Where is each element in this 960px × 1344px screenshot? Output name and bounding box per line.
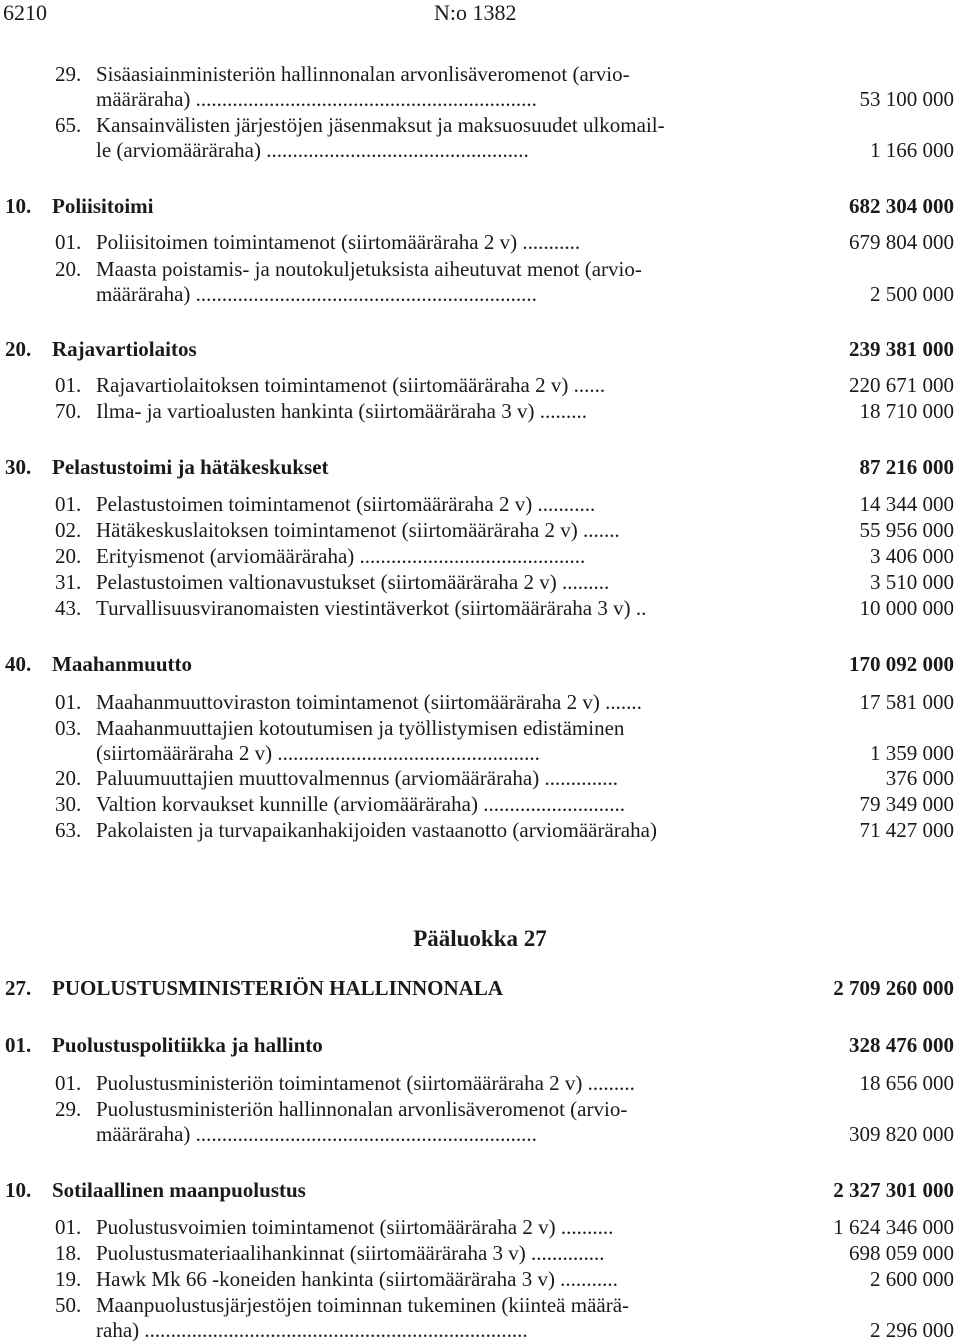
section-total: 682 304 000 (849, 194, 954, 218)
item-line-1 (0, 1097, 960, 1122)
item-amount: 3 406 000 (870, 544, 954, 568)
item-description: Pelastustoimen valtionavustukset (siirtomääräraha 2 v) ......... (96, 570, 610, 594)
item-description-line-1: Maasta poistamis- ja noutokuljetuksista aiheutuvat menot (arvio- (96, 257, 642, 281)
item-amount: 679 804 000 (849, 230, 954, 254)
item-description-line-1: Maanpuolustusjärjestöjen toiminnan tukeminen (kiinteä määrä- (96, 1293, 630, 1317)
main-class-row (0, 974, 960, 1002)
budget-item (0, 1071, 960, 1096)
item-number: 30. (55, 792, 82, 816)
item-description-line-1: Maahanmuuttajien kotoutumisen ja työllistymisen edistäminen (96, 716, 625, 740)
section-total: 170 092 000 (849, 652, 954, 676)
section-number: 20. (5, 337, 32, 361)
item-description: Maahanmuuttoviraston toimintamenot (siirtomääräraha 2 v) ....... (96, 690, 642, 714)
item-description: Hätäkeskuslaitoksen toimintamenot (siirtomääräraha 2 v) ....... (96, 518, 620, 542)
item-amount: 53 100 000 (859, 87, 954, 111)
item-line-1 (0, 257, 960, 282)
budget-item (0, 1241, 960, 1266)
section-number: 01. (5, 1033, 32, 1057)
item-amount: 18 710 000 (859, 399, 954, 423)
item-description: Ilma- ja vartioalusten hankinta (siirtomääräraha 3 v) ......... (96, 399, 587, 423)
item-amount: 1 624 346 000 (833, 1215, 954, 1239)
section-title: Pelastustoimi ja hätäkeskukset (52, 455, 329, 479)
budget-item (0, 1293, 960, 1343)
item-amount: 309 820 000 (849, 1122, 954, 1146)
section-heading (0, 1031, 960, 1059)
item-amount: 3 510 000 (870, 570, 954, 594)
section-heading (0, 453, 960, 481)
item-number: 50. (55, 1293, 82, 1317)
item-line-2 (0, 282, 960, 307)
item-number: 01. (55, 230, 82, 254)
budget-item (0, 690, 960, 715)
item-number: 01. (55, 1215, 82, 1239)
section-title: Puolustuspolitiikka ja hallinto (52, 1033, 323, 1057)
item-description: Erityismenot (arviomääräraha) ........................................... (96, 544, 586, 568)
section-heading (0, 1176, 960, 1204)
item-number: 18. (55, 1241, 82, 1265)
budget-item (0, 544, 960, 569)
main-class-number: 27. (5, 976, 32, 1000)
item-description-line-2: (siirtomääräraha 2 v) .................................................. (96, 741, 540, 765)
section-heading (0, 335, 960, 363)
item-description-line-2: raha) ......................................................................... (96, 1318, 528, 1342)
section-heading (0, 192, 960, 220)
budget-item (0, 518, 960, 543)
section-total: 87 216 000 (859, 455, 954, 479)
item-description: Valtion korvaukset kunnille (arviomääräraha) ........................... (96, 792, 625, 816)
budget-item (0, 570, 960, 595)
section-title: Sotilaallinen maanpuolustus (52, 1178, 306, 1202)
item-description-line-2: määräraha) ................................................................. (96, 282, 537, 306)
item-description: Puolustusvoimien toimintamenot (siirtomääräraha 2 v) .......... (96, 1215, 614, 1239)
item-amount: 79 349 000 (859, 792, 954, 816)
page-number: 6210 (3, 0, 47, 25)
item-amount: 10 000 000 (859, 596, 954, 620)
item-number: 65. (55, 113, 82, 137)
item-description: Pakolaisten ja turvapaikanhakijoiden vastaanotto (arviomääräraha) (96, 818, 657, 842)
item-amount: 698 059 000 (849, 1241, 954, 1265)
item-line-2 (0, 1122, 960, 1147)
section-number: 10. (5, 194, 32, 218)
item-amount: 220 671 000 (849, 373, 954, 397)
item-number: 01. (55, 373, 82, 397)
section-title: Maahanmuutto (52, 652, 193, 676)
item-amount: 2 296 000 (870, 1318, 954, 1342)
item-description-line-2: le (arviomääräraha) .................................................. (96, 138, 529, 162)
main-class-name: PUOLUSTUSMINISTERIÖN HALLINNONALA (52, 976, 503, 1000)
main-class-title: Pääluokka 27 (413, 926, 547, 951)
budget-item (0, 399, 960, 424)
item-description: Pelastustoimen toimintamenot (siirtomääräraha 2 v) ........... (96, 492, 596, 516)
section-total: 239 381 000 (849, 337, 954, 361)
item-number: 31. (55, 570, 82, 594)
section-number: 40. (5, 652, 32, 676)
budget-item (0, 373, 960, 398)
section-number: 10. (5, 1178, 32, 1202)
budget-item (0, 792, 960, 817)
section-title: Poliisitoimi (52, 194, 154, 218)
item-amount: 2 600 000 (870, 1267, 954, 1291)
item-description-line-1: Kansainvälisten järjestöjen jäsenmaksut ja maksuosuudet ulkomail- (96, 113, 665, 137)
budget-item (0, 1267, 960, 1292)
item-description: Poliisitoimen toimintamenot (siirtomääräraha 2 v) ........... (96, 230, 581, 254)
main-class-total: 2 709 260 000 (833, 976, 954, 1000)
section-heading (0, 650, 960, 678)
item-number: 70. (55, 399, 82, 423)
item-line-2 (0, 741, 960, 766)
item-number: 29. (55, 1097, 82, 1121)
item-description: Hawk Mk 66 -koneiden hankinta (siirtomääräraha 3 v) ........... (96, 1267, 618, 1291)
item-description-line-1: Sisäasiainministeriön hallinnonalan arvonlisäveromenot (arvio- (96, 62, 630, 86)
item-line-1 (0, 716, 960, 741)
item-line-2 (0, 1318, 960, 1343)
budget-item (0, 113, 960, 163)
item-amount: 55 956 000 (859, 518, 954, 542)
budget-item (0, 818, 960, 843)
budget-item (0, 62, 960, 112)
issue-number: N:o 1382 (434, 0, 517, 25)
item-amount: 1 359 000 (870, 741, 954, 765)
item-number: 63. (55, 818, 82, 842)
budget-item (0, 766, 960, 791)
item-amount: 14 344 000 (859, 492, 954, 516)
item-description: Puolustusministeriön toimintamenot (siirtomääräraha 2 v) ......... (96, 1071, 635, 1095)
section-title: Rajavartiolaitos (52, 337, 197, 361)
item-line-1 (0, 1293, 960, 1318)
item-amount: 1 166 000 (870, 138, 954, 162)
item-amount: 18 656 000 (859, 1071, 954, 1095)
item-number: 20. (55, 544, 82, 568)
section-number: 30. (5, 455, 32, 479)
section-total: 328 476 000 (849, 1033, 954, 1057)
budget-item (0, 257, 960, 307)
budget-item (0, 492, 960, 517)
item-description: Turvallisuusviranomaisten viestintäverkot (siirtomääräraha 3 v) .. (96, 596, 647, 620)
item-description-line-2: määräraha) ................................................................. (96, 1122, 537, 1146)
item-number: 03. (55, 716, 82, 740)
item-number: 20. (55, 766, 82, 790)
item-amount: 71 427 000 (859, 818, 954, 842)
item-number: 01. (55, 492, 82, 516)
item-description-line-1: Puolustusministeriön hallinnonalan arvonlisäveromenot (arvio- (96, 1097, 628, 1121)
item-number: 20. (55, 257, 82, 281)
budget-item (0, 1215, 960, 1240)
budget-item (0, 1097, 960, 1147)
item-amount: 2 500 000 (870, 282, 954, 306)
item-description: Puolustusmateriaalihankinnat (siirtomääräraha 3 v) .............. (96, 1241, 605, 1265)
item-line-2 (0, 138, 960, 163)
item-line-1 (0, 62, 960, 87)
item-line-2 (0, 87, 960, 112)
item-number: 01. (55, 690, 82, 714)
item-description: Paluumuuttajien muuttovalmennus (arviomääräraha) .............. (96, 766, 618, 790)
budget-item (0, 716, 960, 766)
item-description: Rajavartiolaitoksen toimintamenot (siirtomääräraha 2 v) ...... (96, 373, 606, 397)
item-number: 02. (55, 518, 82, 542)
item-line-1 (0, 113, 960, 138)
section-total: 2 327 301 000 (833, 1178, 954, 1202)
item-number: 43. (55, 596, 82, 620)
item-number: 01. (55, 1071, 82, 1095)
item-number: 19. (55, 1267, 82, 1291)
budget-item (0, 230, 960, 255)
item-description-line-2: määräraha) ................................................................. (96, 87, 537, 111)
item-amount: 17 581 000 (859, 690, 954, 714)
item-number: 29. (55, 62, 82, 86)
item-amount: 376 000 (885, 766, 954, 790)
budget-item (0, 596, 960, 621)
